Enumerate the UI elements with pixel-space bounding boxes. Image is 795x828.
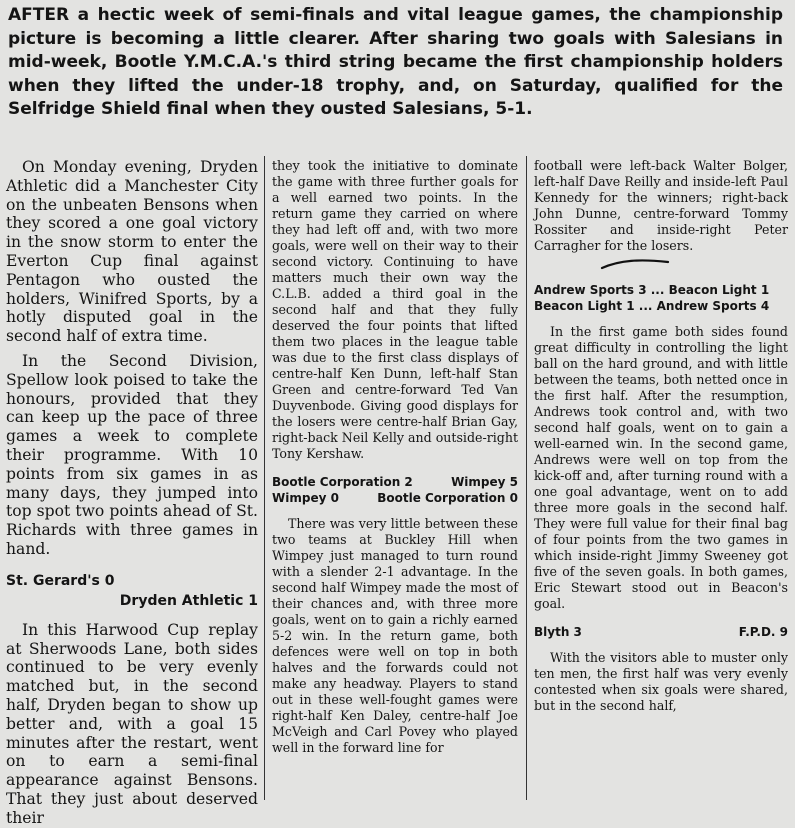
col3-result-3-away: F.P.D. 9 — [738, 625, 788, 639]
col2-result-2-away: Bootle Corporation 0 — [377, 491, 518, 505]
col2-result-1-home: Bootle Corporation 2 — [272, 475, 413, 489]
col3-result-heading-1 — [534, 282, 788, 314]
col3-paragraph-3: With the visitors able to muster only ten men, the first half was very evenly contested when six goals were shared, but in the second half, — [534, 650, 788, 713]
col3-paragraph-2: In the first game both sides found great difficulty in controlling the light ball on the hard ground, and with little between the teams, both netted once in the first half. After the resumption, Andrews took control and, with two second half goals, went on to gain a well-earned win. In the second game, Andrews were well on top from the kick-off and, after turning round with a one goal advantage, went on to add three more goals in the second half. They were full value for their final bag of four points from the two games in which inside-right Jimmy Sweeney got five of the seven goals. In both games, Eric Stewart stood out in Beacon's goal. — [534, 324, 788, 611]
col2-result-heading — [272, 474, 518, 506]
col1-result-heading — [6, 571, 258, 611]
col1-result-home: St. Gerard's 0 — [6, 572, 115, 589]
col1-paragraph-1: On Monday evening, Dryden Athletic did a Manchester City on the unbeaten Bensons when they scored a one goal victory in the snow storm to enter the Everton Cup final against Pentagon who ousted the holders, Winifred Sports, by a hotly disputed goal in the second half of extra time. — [6, 158, 258, 346]
column-1 — [6, 158, 258, 827]
column-rule-1 — [264, 156, 265, 800]
intro-paragraph — [8, 4, 783, 122]
col1-paragraph-3: In this Harwood Cup replay at Sherwoods Lane, both sides continued to be very evenly matched but, in the second half, Dryden began to show up better and, with a goal 15 minutes after the restart, went on to earn a semi-final appearance against Bensons. That they just about deserved their — [6, 620, 258, 827]
col3-result-heading-2 — [534, 624, 788, 640]
col3-result-3-home: Blyth 3 — [534, 625, 582, 639]
col1-result-away: Dryden Athletic 1 — [119, 592, 258, 609]
col3-result-line-2: Beacon Light 1 ... Andrew Sports 4 — [534, 299, 770, 313]
col2-paragraph-2: There was very little between these two teams at Buckley Hill when Wimpey just managed to turn round with a slender 2-1 advantage. In the second half Wimpey made the most of their chances and, with three more goals, went on to gain a richly earned 5-2 win. In the return game, both defences were well on top in both halves and the forwards could not make any headway. Players to stand out in these well-fought games were right-half Ken Daley, centre-half Joe McVeigh and Carl Povey who played well in the forward line for — [272, 516, 518, 755]
col1-paragraph-2: In the Second Division, Spellow look poised to take the honours, provided that they can keep up the pace of three games a week to complete their programme. With 10 points from six games in as many days, they jumped into top spot two points ahead of St. Richards with three games in hand. — [6, 351, 258, 558]
column-rule-2 — [526, 156, 527, 800]
col3-result-line-1: Andrew Sports 3 ... Beacon Light 1 — [534, 283, 770, 297]
intro-text: a hectic week of semi-finals and vital league games, the championship picture is becoming a little clearer. After sharing two goals with Salesians in mid-week, Bootle Y.M.C.A.'s third string became the first championship holders when they lifted the under-18 trophy, and, on Saturday, qualified for the Selfridge Shield final when they ousted Salesians, 5-1. — [8, 5, 783, 119]
intro-lead-word: AFTER — [8, 5, 70, 25]
col3-result-line-3 — [534, 624, 788, 640]
col2-result-1-away: Wimpey 5 — [451, 475, 518, 489]
ink-swash-mark — [600, 258, 670, 270]
col2-result-line-2 — [272, 490, 518, 506]
col2-result-2-home: Wimpey 0 — [272, 491, 339, 505]
col2-result-line-1 — [272, 474, 518, 490]
column-3 — [534, 158, 788, 800]
column-2 — [272, 158, 518, 800]
col2-paragraph-1: they took the initiative to dominate the game with three further goals for a well earned two points. In the return game they carried on where they had left off and, with two more goals, were well on their way to their second victory. Continuing to have matters much their own way the C.L.B. added a third goal in the second half and that they fully deserved the four points that lifted them two places in the league table was due to the first class displays of centre-half Ken Dunn, left-half Stan Green and centre-forward Ted Van Duyvenbode. Giving good displays for the losers were centre-half Brian Gay, right-back Neil Kelly and outside-right Tony Kershaw. — [272, 158, 519, 461]
col3-paragraph-1: football were left-back Walter Bolger, left-half Dave Reilly and inside-left Paul Kennedy for the winners; right-back John Dunne, centre-forward Tommy Rossiter and inside-right Peter Carragher for the losers. — [534, 158, 788, 253]
